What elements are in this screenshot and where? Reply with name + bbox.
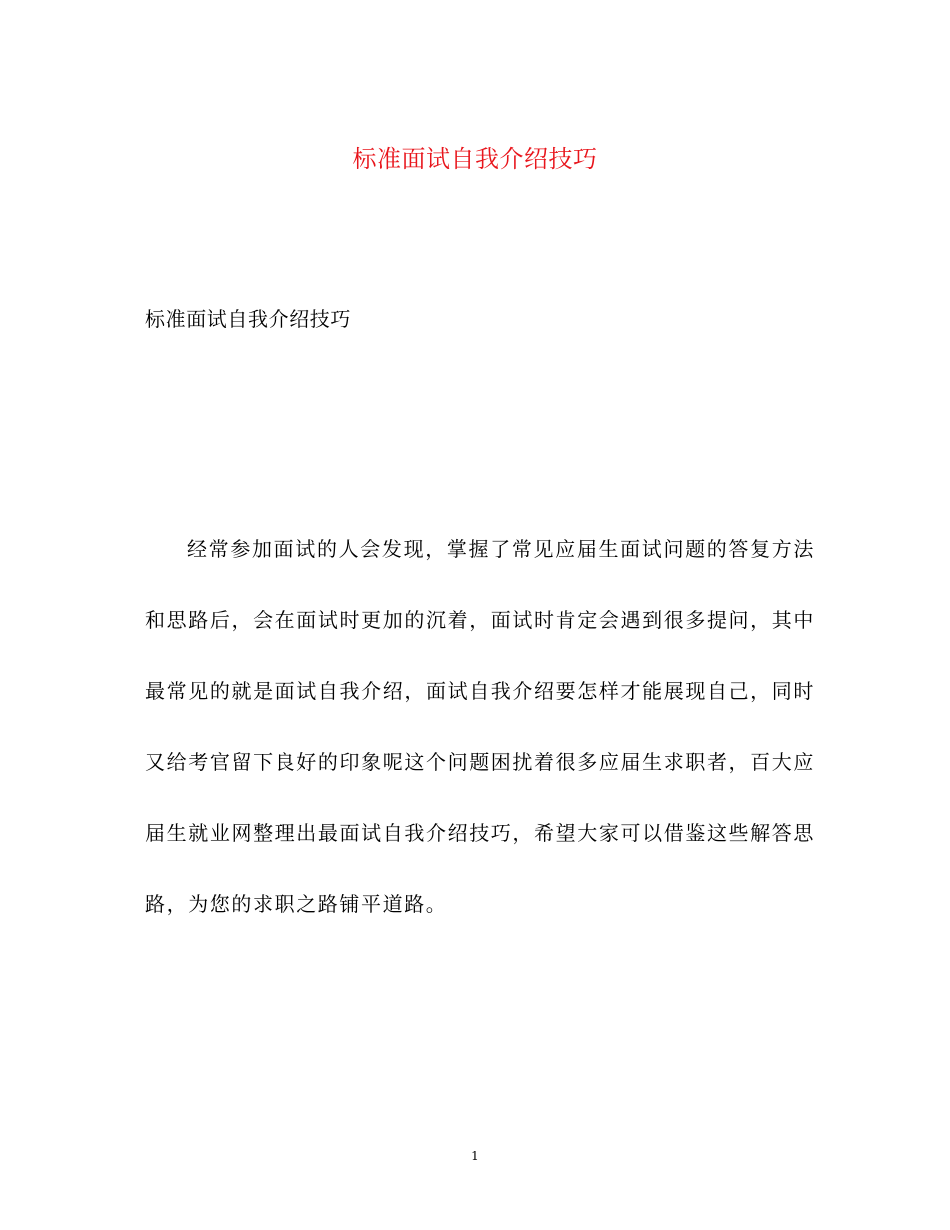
document-title: 标准面试自我介绍技巧 bbox=[352, 145, 598, 173]
page-number: 1 bbox=[471, 1149, 479, 1163]
body-paragraph: 经常参加面试的人会发现，掌握了常见应届生面试问题的答复方法和思路后，会在面试时更加的沉着，面试时肯定会遇到很多提问，其中最常见的就是面试自我介绍，面试自我介绍要怎样才能展现自己，同时又给考官留下良好的印象呢这个问题困扰着很多应届生求职者，百大应届生就业网整理出最面试自我介绍技巧，希望大家可以借鉴这些解答思路，为您的求职之路铺平道路。 bbox=[145, 537, 815, 916]
section-heading: 标准面试自我介绍技巧 bbox=[145, 307, 351, 331]
